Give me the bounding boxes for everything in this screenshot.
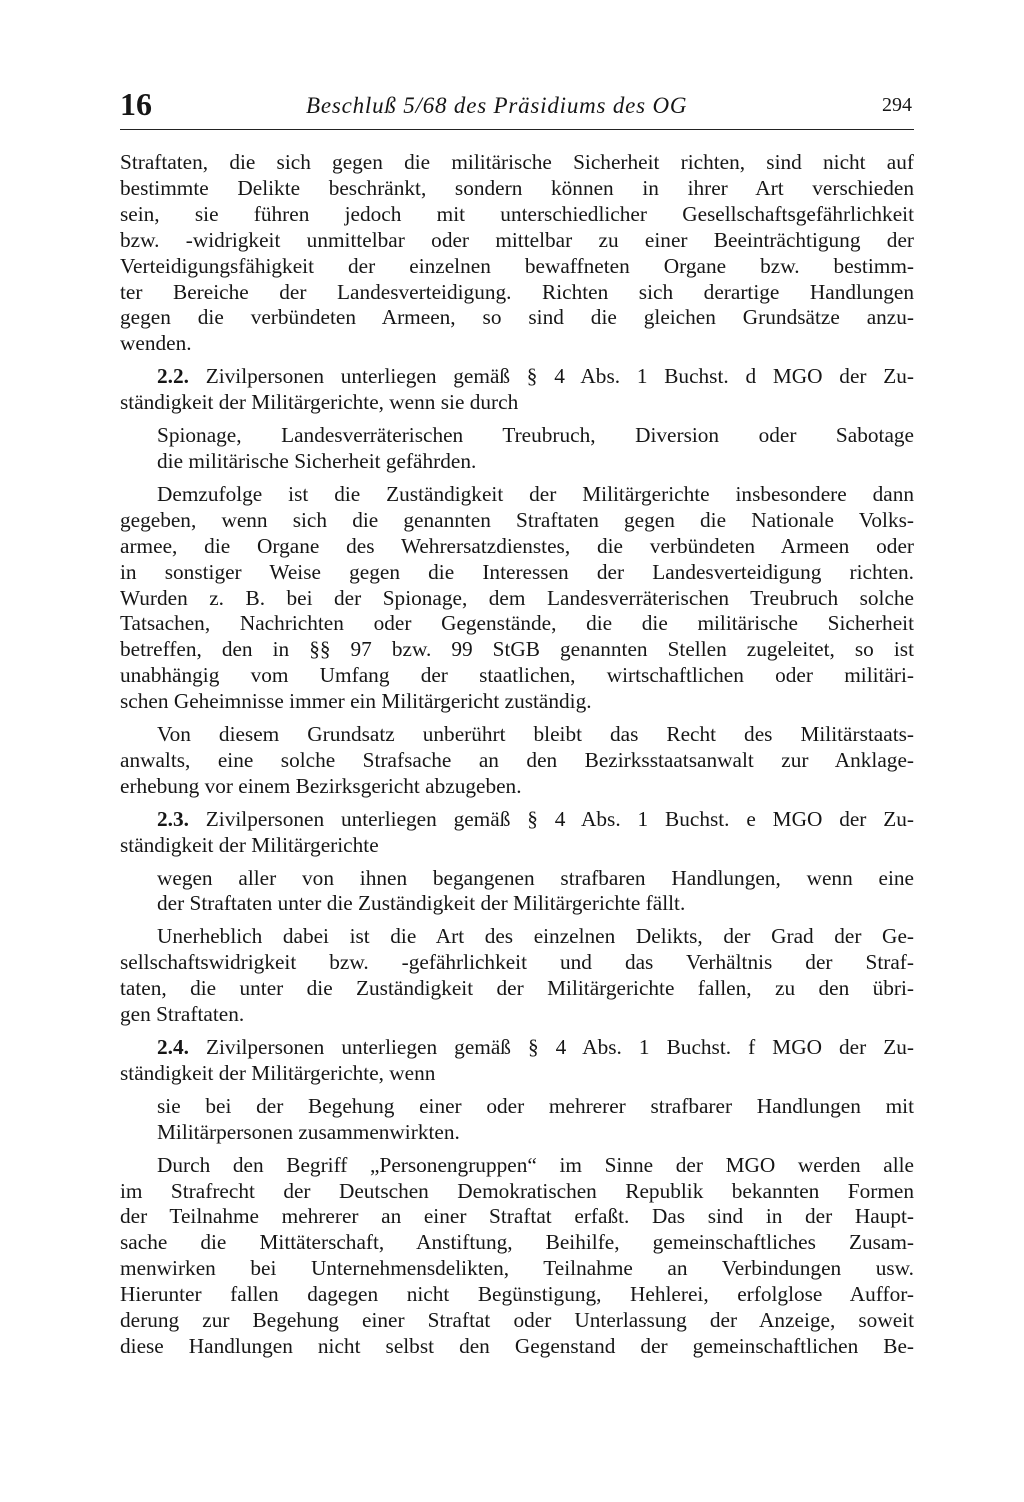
section-heading-line: 2.3. Zivilpersonen unterliegen gemäß § 4 Abs. 1 Buchst. e MGO der Zu- [157,806,914,831]
text-line: ter Bereiche der Landesverteidigung. Richten sich derartige Handlungen [120,279,914,304]
text-line: armee, die Organe des Wehrersatzdienstes, die verbündeten Armeen oder [120,533,914,558]
section-heading-line: 2.4. Zivilpersonen unterliegen gemäß § 4 Abs. 1 Buchst. f MGO der Zu- [157,1035,914,1059]
section-2-4 [120,1035,914,1360]
text-line: Tatsachen, Nachrichten oder Gegenstände, die die militärische Sicherheit [120,611,914,636]
text-line: gegen die verbündeten Armeen, so sind die gleichen Grundsätze anzu- [120,305,914,330]
text-line: Hierunter fallen dagegen nicht Begünstigung, Hehlerei, erfolglose Auffor- [120,1282,914,1307]
section-2-3 [120,807,914,1028]
text-line: anwalts, eine solche Strafsache an den Bezirksstaatsanwalt zur Anklage- [120,747,914,772]
text-line: Straftaten, die sich gegen die militärische Sicherheit richten, sind nicht auf [120,150,914,174]
text-line: derung zur Begehung einer Straftat oder Unterlassung der Anzeige, soweit [120,1308,914,1333]
text-line: gegeben, wenn sich die genannten Straftaten gegen die Nationale Volks- [120,507,914,532]
text-line: ständigkeit der Militärgerichte [120,832,379,857]
page-number-left: 16 [120,86,152,122]
text-line: gen Straftaten. [120,1002,245,1027]
quote-line: wegen aller von ihnen begangenen strafbaren Handlungen, wenn eine [157,865,914,890]
text-line: ständigkeit der Militärgerichte, wenn sie durch [120,390,519,415]
quote-line: die militärische Sicherheit gefährden. [157,448,477,473]
section-number: 2.4. [157,1035,189,1059]
quote-line: Militärpersonen zusammenwirkten. [157,1119,460,1144]
text-line: der Teilnahme mehrerer an einer Straftat erfaßt. Das sind in der Haupt- [120,1204,914,1229]
text-line: Durch den Begriff „Personengruppen“ im Sinne der MGO werden alle [157,1152,914,1177]
quote-line: sie bei der Begehung einer oder mehrerer strafbarer Handlungen mit [157,1093,914,1118]
text-line: diese Handlungen nicht selbst den Gegenstand der gemeinschaftlichen Be- [120,1333,914,1358]
text-line: in sonstiger Weise gegen die Interessen der Landesverteidigung richten. [120,559,914,584]
section-heading-line: 2.2. Zivilpersonen unterliegen gemäß § 4 Abs. 1 Buchst. d MGO der Zu- [157,364,914,389]
page-number-right: 294 [882,94,912,116]
text-line: erhebung vor einem Bezirksgericht abzugeben. [120,773,522,798]
section-number: 2.3. [157,806,189,831]
body-text [120,150,914,1360]
section-number: 2.2. [157,364,189,389]
text-line: Verteidigungsfähigkeit der einzelnen bewaffneten Organe bzw. bestimm- [120,253,914,278]
text-line: Demzufolge ist die Zuständigkeit der Militärgerichte insbesondere dann [157,481,914,506]
text-line: taten, die unter die Zuständigkeit der Militärgerichte fallen, zu den übri- [120,976,914,1001]
text-line: ständigkeit der Militärgerichte, wenn [120,1060,436,1085]
text-line: Unerheblich dabei ist die Art des einzelnen Delikts, der Grad der Ge- [157,924,914,949]
text-line: bzw. -widrigkeit unmittelbar oder mittelbar zu einer Beeinträchtigung der [120,227,914,252]
text-line: sein, sie führen jedoch mit unterschiedlicher Gesellschaftsgefährlichkeit [120,201,914,226]
text-line: Von diesem Grundsatz unberührt bleibt das Recht des Militärstaats- [157,722,914,747]
page-header [120,86,914,126]
quote-line: Spionage, Landesverräterischen Treubruch, Diversion oder Sabotage [157,423,914,448]
text-line: schen Geheimnisse immer ein Militärgericht zuständig. [120,689,592,714]
running-title: Beschluß 5/68 des Präsidiums des OG [306,93,688,118]
header-rule [120,129,914,130]
quote-line: der Straftaten unter die Zuständigkeit der Militärgerichte fällt. [157,891,686,916]
text-line: menwirken bei Unternehmensdelikten, Teilnahme an Verbindungen usw. [120,1256,914,1281]
text-line: wenden. [120,331,192,356]
text-line: bestimmte Delikte beschränkt, sondern können in ihrer Art verschieden [120,175,914,200]
text-line: im Strafrecht der Deutschen Demokratischen Republik bekannten Formen [120,1178,914,1203]
paragraph-intro [120,150,914,357]
text-line: sellschaftswidrigkeit bzw. -gefährlichkeit und das Verhältnis der Straf- [120,950,914,975]
text-line: Wurden z. B. bei der Spionage, dem Landesverräterischen Treubruch solche [120,585,914,610]
section-2-2 [120,364,914,800]
text-line: sache die Mittäterschaft, Anstiftung, Beihilfe, gemeinschaftliches Zusam- [120,1230,914,1255]
text-line: unabhängig vom Umfang der staatlichen, wirtschaftlichen oder militäri- [120,663,914,688]
text-line: betreffen, den in §§ 97 bzw. 99 StGB genannten Stellen zugeleitet, so ist [120,637,914,662]
